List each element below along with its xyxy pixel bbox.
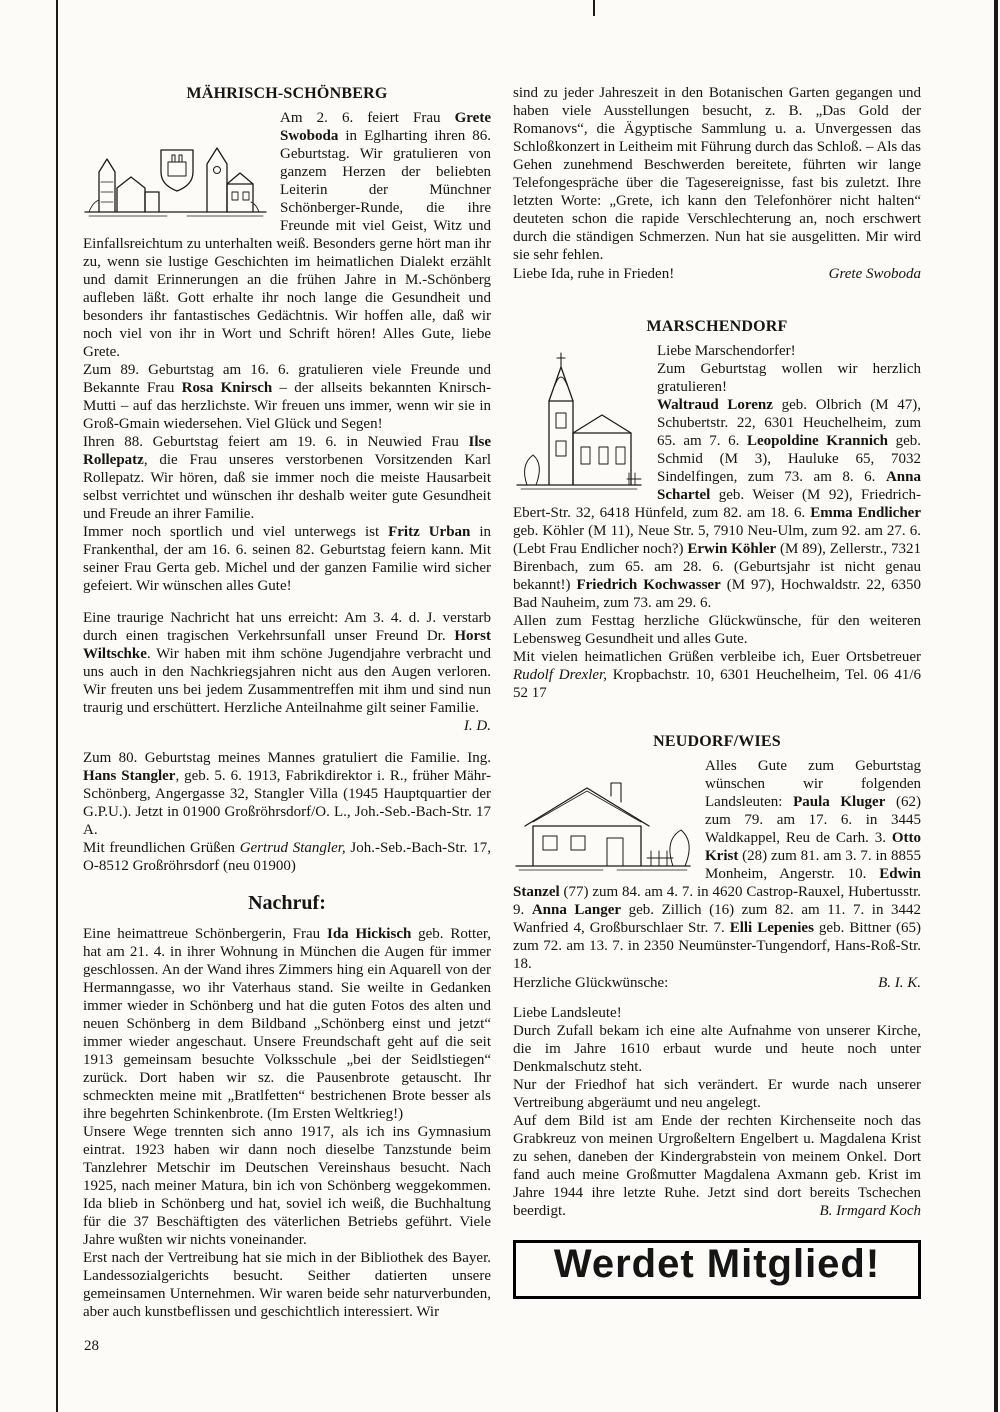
liebe-landsleute-line: Liebe Landsleute! [513,1005,622,1021]
banner-text: Werdet Mitglied! [553,1242,881,1286]
grete-swoboda-birthday-paragraph: Am 2. 6. feiert Frau Grete Swoboda in Eglharting ihren 86. Geburtstag. Wir gratulieren von ganzem Herzen der beliebten Leiterin der Münchner Schönberger-Runde, die ihre Freunde mit viel Geist, Witz und Einfallsreichtum zu unterhalten weiß. Besonders gerne hört man ihr zu, wenn sie lustige Geschichten im heimatlichen Dialekt erzählt und damit Erinnerungen an die frühen Jahre in M.-Schönberg aufleben läßt. Gott erhalte ihr noch lange die Gesundheit und besonders ihr fantastisches Gedächtnis. Wir hoffen alle, daß wir noch viel von ihr in Wort und Schrift hören! Alles Gute, liebe Grete. [83,110,491,360]
section-nachruf [83,891,491,1321]
marschendorf-intro-line: Zum Geburtstag wollen wir herzlich gratulieren! [657,361,921,395]
section-neudorf-wies [513,732,921,1220]
ida-hickisch-obituary-continuation-paragraph: sind zu jeder Jahreszeit in den Botanischen Garten gegangen und haben viele Ausstellungen besucht, z. B. „Das Gold der Romanovs“, die Ägyptische Sammlung u. a. Unvergessen das Schloßkonzert in Leitheim mit Führung durch das Schloß. – Als das Gehen zunehmend Beschwerden bereitete, führten wir lange Telefongespräche über die Tagesereignisse, fast bis zuletzt. Ihre letzten Worte: „Grete, ich kann den Telefonhörer nicht halten“ deuteten schon die rapide Verschlechterung an, noch erschwert durch die ständigen Schmerzen. Nun hat sie ausgelitten. Mir wird sie sehr fehlen. [513,85,921,263]
werdet-mitglied-banner [513,1240,921,1299]
marschendorf-birthday-list-paragraph: Waltraud Lorenz geb. Olbrich (M 47), Schubertstr. 22, 6301 Heuchelheim, zum 65. am 7. 6. Leopoldine Krannich geb. Schmid (M 3), Hauluke 65, 7032 Sindelfingen, zum 73. am 8. 6. Anna Schartel geb. Weiser (M 92), Friedrich-Ebert-Str. 32, 6418 Hünfeld, zum 82. am 18. 6. Emma Endlicher geb. Köhler (M 11), Neue Str. 5, 7910 Neu-Ulm, zum 92. am 27. 6. (Lebt Frau Endlicher noch?) Erwin Köhler (M 89), Zellerstr., 7321 Birenbach, zum 65. am 28. 6. (Geburtsjahr ist nicht genau bekannt!) Friedrich Kochwasser (M 97), Hochwaldstr. 22, 6350 Bad Nauheim, zum 73. am 29. 6. [513,397,921,611]
gertrud-stangler-greeting-paragraph: Mit freundlichen Grüßen Gertrud Stangler, Joh.-Seb.-Bach-Str. 17, O-8512 Großröhrsdorf (neu 01900) [83,840,491,874]
fritz-urban-birthday-paragraph: Immer noch sportlich und viel unterwegs ist Fritz Urban in Frankenthal, der am 16. 6. seinen 82. Geburtstag feiern kann. Mit seiner Frau Gerta geb. Michel und der ganzen Familie wird sicher gefeiert. Wir wünschen alles Gute! [83,524,491,594]
ida-hickisch-obituary-paragraph-1: Eine heimattreue Schönbergerin, Frau Ida Hickisch geb. Rotter, hat am 21. 4. in ihrer Wohnung in München die Augen für immer geschlossen. An der Wand ihres Zimmers hing ein Aquarell von der Hermanngasse, wo ihr Vaterhaus stand. Sie weilte in Gedanken immer wieder in Schönberg und hat die guten Fotos des alten und neuen Schönberg in dem Bildband „Schönberg einst und jetzt“ immer wieder angeschaut. Unsere Freundschaft geht auf die seit 1913 gemeinsam besuchte Volksschule „bei der Seidlstiegen“ zurück. Dort haben wir sz. die Pausenbrote getauscht. Ihr schmeckten meine mit „Bratlfetten“ bestrichenen Brote besser als ihre begehrten Schinkenbrote. (Im Ersten Weltkrieg!) [83,926,491,1122]
right-column [513,84,921,1299]
scan-fold-mark-top [593,0,595,16]
section-heading-marschendorf: MARSCHENDORF [646,318,788,335]
ilse-rollepatz-birthday-paragraph: Ihren 88. Geburtstag feiert am 19. 6. in Neuwied Frau Ilse Rollepatz, die Frau unseres verstorbenen Vorsitzenden Karl Rollepatz. Wir hören, daß sie immer noch die meiste Hausarbeit selbst verrichtet und wünschen ihr deshalb weiter gute Gesundheit und Freude an ihrer Familie. [83,434,491,522]
neudorf-closing-line [513,974,921,992]
scan-edge-line-right [994,0,998,1412]
section-heading-maehrisch-schoenberg: MÄHRISCH-SCHÖNBERG [186,85,388,102]
marschendorf-church-illustration [513,345,645,493]
section-obituary-continuation [513,84,921,283]
closing-text: Herzliche Glückwünsche: [513,975,669,991]
hans-stangler-birthday-paragraph: Zum 80. Geburtstag meines Mannes gratuliert die Familie. Ing. Hans Stangler, geb. 5. 6. 1913, Fabrikdirektor i. R., früher Mähr-Schönberg, Angergasse 32, Stangler Villa (1945 Hauptquartier der G.P.U.). Jetzt in 01900 Großröhrsdorf/O. L., Joh.-Seb.-Bach-Str. 17 A. [83,750,491,838]
horst-wiltschke-obituary-paragraph: Eine traurige Nachricht hat uns erreicht: Am 3. 4. d. J. verstarb durch einen tragischen Verkehrsunfall unser Freund Dr. Horst Wiltschke. Wir haben mit ihm schöne Jugendjahre verbracht und uns auch in den Nachkriegsjahren nicht aus den Augen verloren. Wir freuten uns bei jedem Zusammentreffen mit ihm und sind nun traurig und erschüttert. Herzliche Anteilnahme gilt seiner Familie. I. D. [83,610,491,734]
church-photo-paragraph: Durch Zufall bekam ich eine alte Aufnahme von unserer Kirche, die im Jahre 1610 erbaut wurde und heute noch unter Denkmalschutz steht. [513,1023,921,1075]
rosa-knirsch-birthday-paragraph: Zum 89. Geburtstag am 16. 6. gratulieren viele Freunde und Bekannte Frau Rosa Knirsch – der allseits bekannten Knirsch-Mutti – auf das herzlichste. Wir freuen uns immer, wenn wir sie in Groß-Gmain wiedersehen. Viel Glück und Segen! [83,362,491,432]
friedhof-paragraph: Nur der Friedhof hat sich verändert. Er wurde nach unserer Vertreibung abgeräumt und neu angelegt. [513,1077,921,1111]
neudorf-birthday-list-paragraph: Alles Gute zum Geburtstag wünschen wir folgenden Landsleuten: Paula Kluger (62) zum 79. am 17. 6. in 3445 Waldkappel, Reu de Carh. 3. Otto Krist (28) zum 81. am 3. 7. in 8855 Monheim, Angerstr. 10. Edwin Stanzel (77) zum 84. am 4. 7. in 4620 Castrop-Rauxel, Hubertusstr. 9. Anna Langer geb. Zillich (16) zum 82. am 11. 7. in 3442 Wanfried 4, Großburschlaer Str. 7. Elli Lepenies geb. Bittner (65) zum 72. am 13. 7. in 2350 Neumünster-Tungendorf, Hans-Roß-Str. 18. [513,758,921,972]
schoenberg-town-illustration [83,112,268,218]
section-marschendorf [513,317,921,702]
grabkreuz-paragraph: Auf dem Bild ist am Ende der rechten Kirchenseite noch das Grabkreuz von meinen Urgroßeltern Engelbert u. Magdalena Krist zu sehen, daneben der Kindergrabstein von meinem Onkel. Dort fand auch meine Großmutter Magdalena Axmann geb. Krist im Jahre 1944 ihre letzte Ruhe. Jetzt sind dort bereits Tschechen beerdigt. B. Irmgard Koch [513,1113,921,1219]
neudorf-farmhouse-illustration [513,760,693,874]
section-maehrisch-schoenberg [83,84,491,875]
nachruf-heading: Nachruf: [248,892,326,914]
left-column [83,84,491,1321]
grete-swoboda-signature: Grete Swoboda [828,266,921,282]
two-column-layout [83,84,921,1321]
marschendorf-greeting-line: Liebe Marschendorfer! [657,343,796,359]
closing-text: Liebe Ida, ruhe in Frieden! [513,266,675,282]
bik-signature: B. I. K. [878,975,921,991]
ida-hickisch-obituary-paragraph-2: Unsere Wege trennten sich anno 1917, als ich ins Gymnasium eintrat. 1923 haben wir dann noch dieselbe Tanzstunde beim Tanzlehrer Metschir im Deutschen Vereinshaus besucht. Nach 1925, nach meiner Matura, bin ich von Schönberg weggekommen. Ida blieb in Schönberg und hat, soviel ich weiß, die Buchhaltung für die 37 Beschäftigten des väterlichen Betriebs geführt. Viele Jahre wußten wir nichts voneinander. [83,1124,491,1248]
marschendorf-wishes-paragraph: Allen zum Festtag herzliche Glückwünsche, für den weiteren Lebensweg Gesundheit und alles Gute. [513,613,921,647]
page-number: 28 [84,1338,99,1354]
scan-edge-line-left [56,0,58,1412]
section-heading-neudorf-wies: NEUDORF/WIES [653,733,781,750]
ida-hickisch-obituary-paragraph-3: Erst nach der Vertreibung hat sie mich in der Bibliothek des Bayer. Landessozialgerichts besucht. Seither datierten unsere gemeinsamen Unternehmen. Wir waren beide sehr naturverbunden, aber auch kunstbeflissen und geschichtlich interessiert. Wir [83,1250,491,1320]
obituary-closing-line [513,265,921,283]
rudolf-drexler-contact-paragraph: Mit vielen heimatlichen Grüßen verbleibe ich, Euer Ortsbetreuer Rudolf Drexler, Kropbachstr. 10, 6301 Heuchelheim, Tel. 06 41/6 52 17 [513,649,921,701]
